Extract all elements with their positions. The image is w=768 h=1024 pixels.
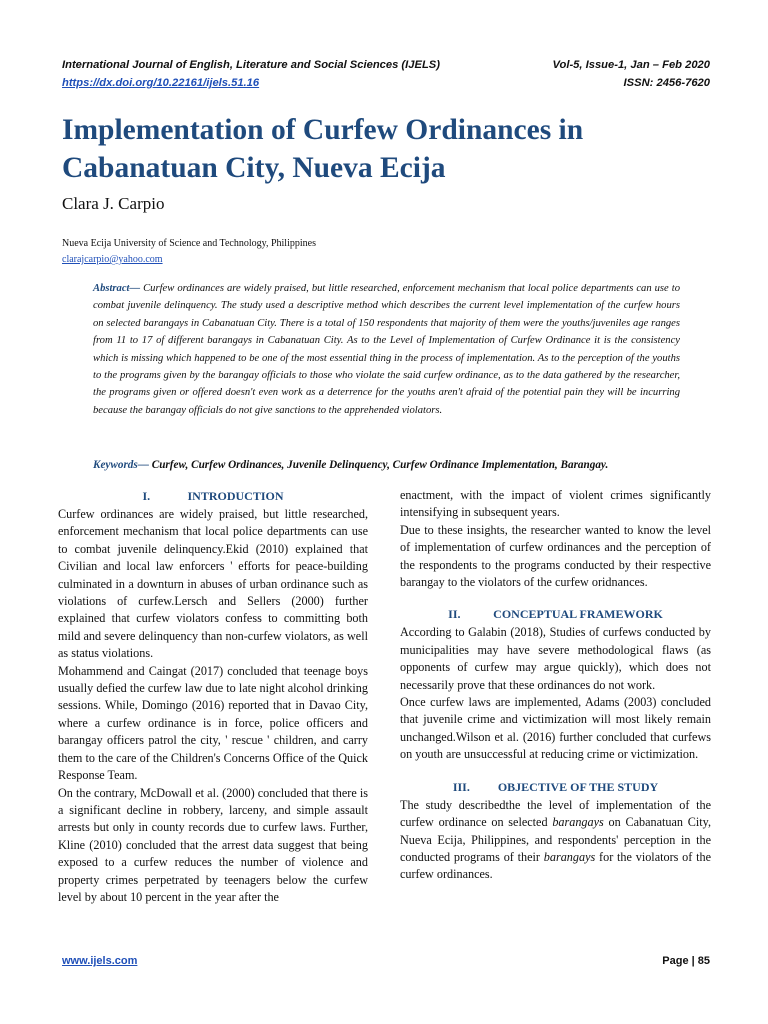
objective-text-e: for the violators of the curfew ordinances.	[400, 849, 712, 882]
keywords-text: Curfew, Curfew Ordinances, Juvenile Delinquency, Curfew Ordinance Implementation, Barangay.	[151, 459, 609, 471]
issn: ISSN: 2456-7620	[623, 77, 710, 89]
objective-term-barangays: barangays	[552, 815, 604, 830]
section-heading-objective	[400, 778, 711, 797]
intro-paragraph-3: On the contrary, McDowall et al. (2000) concluded that there is a significant decline in robbery, larceny, and simple assault arrests but only in county records due to curfew laws. Further, Kline (2010) concluded that the arrest data suggest that being exposed to a curfew reduces the number of violence and property crimes perpetrated by teenagers below the curfew level by about 10 percent in the year after the	[58, 785, 368, 904]
abstract-label: Abstract—	[93, 283, 141, 294]
page-number: Page | 85	[662, 955, 710, 967]
section-title: INTRODUCTION	[187, 489, 284, 503]
right-column	[400, 487, 711, 884]
section-number: III.	[452, 779, 470, 794]
keywords	[93, 456, 693, 474]
objective-paragraph	[400, 797, 711, 884]
keywords-label: Keywords—	[93, 459, 149, 471]
author-email[interactable]: clarajcarpio@yahoo.com	[62, 254, 163, 265]
section-heading-framework	[400, 605, 711, 624]
issue-info: Vol-5, Issue-1, Jan – Feb 2020	[552, 59, 710, 71]
section-heading-introduction	[58, 487, 368, 506]
left-column	[58, 487, 368, 906]
framework-paragraph-2: Once curfew laws are implemented, Adams (2003) concluded that juvenile crime and victimization will most likely remain unchanged.Wilson et al. (2016) further concluded that curfews on youth are unsuccessful at reducing crime or victimization.	[400, 695, 711, 762]
doi-link[interactable]: https://dx.doi.org/10.22161/ijels.51.16	[62, 77, 260, 89]
affiliation: Nueva Ecija University of Science and Technology, Philippines	[62, 238, 316, 249]
intro-paragraph-5: Due to these insights, the researcher wanted to know the level of implementation of curfew ordinances and the perception of the respondents to the programs conducted by their respective barangay to the violators of the curfew oridnances.	[400, 522, 711, 590]
author-name: Clara J. Carpio	[62, 194, 165, 213]
journal-name: International Journal of English, Literature and Social Sciences (IJELS)	[62, 59, 440, 71]
abstract	[93, 280, 680, 419]
section-number: II.	[448, 607, 461, 622]
abstract-text: Curfew ordinances are widely praised, but little researched, enforcement mechanism that local police departments can use to combat juvenile delinquency. The study used a descriptive method which describes the current level implementation of the curfew hours on selected barangays in Cabanatuan City. There is a total of 150 respondents that majority of them were the youths/juveniles age ranges from 11 to 17 of different barangays in Cabanatuan City. As to the Level of Implementation of Curfew Ordinance it is the consistency which is missing which happened to be one of the most essential thing in the process of implementation. As to the perception of the youths to the programs given by the barangay officials to those who violate the said curfew ordinance, as to the data gathered by the researcher, the programs given or offered doesn't even work as a deterrence for the youths aren't afraid of the potential pain they will be incurring because the barangay officials do not give sanctions to the apprehended violators.	[93, 283, 681, 416]
objective-text-a: The study describedthe the level of implementation of the curfew ordinance on selected	[400, 797, 711, 830]
paper-title: Implementation of Curfew Ordinances in Cabanatuan City, Nueva Ecija	[62, 114, 584, 184]
objective-text-c: on Cabanatuan City, Nueva Ecija, Philippines, and respondents' perception in the conducted programs of their	[400, 815, 711, 864]
header-right	[552, 56, 710, 92]
footer-site-link[interactable]: www.ijels.com	[62, 955, 138, 967]
objective-term-barangays-2: barangays	[543, 849, 596, 864]
section-title: CONCEPTUAL FRAMEWORK	[493, 607, 663, 622]
framework-paragraph-1: According to Galabin (2018), Studies of curfews conducted by municipalities may have severe methodological flaws (as opponents of curfew may argue quickly), which does not necessarily prove that these ordinances do not work.	[400, 625, 711, 692]
section-title: OBJECTIVE OF THE STUDY	[497, 779, 659, 794]
intro-paragraph-1: Curfew ordinances are widely praised, but little researched, enforcement mechanism that local police departments can use to combat juvenile delinquency.Ekid (2010) explained that Civilian and local law enforcers ' efforts for peace-building culminated in a downturn in abuses of urban ordinance such as violations of curfew.Lersch and Sellers (2000) further explained that curfew violators confess to committing both mild and severe delinquency than non-curfew violators, as well as status violations.	[58, 507, 368, 661]
section-number: I.	[142, 489, 151, 503]
header-left	[62, 56, 440, 92]
affiliation-block	[62, 236, 316, 268]
intro-paragraph-4: enactment, with the impact of violent crimes significantly intensifying in subsequent years.	[400, 488, 711, 520]
intro-paragraph-2: Mohammend and Caingat (2017) concluded that teenage boys usually defied the curfew law due to late night alcohol drinking sessions. While, Domingo (2016) reported that in Davao City, where a curfew ordinance is in force, police officers and barangay officers patrol the city, ' rescue ' children, and carry them to the care of the Children's Concerns Office of the Quick Response Team.	[58, 663, 368, 783]
